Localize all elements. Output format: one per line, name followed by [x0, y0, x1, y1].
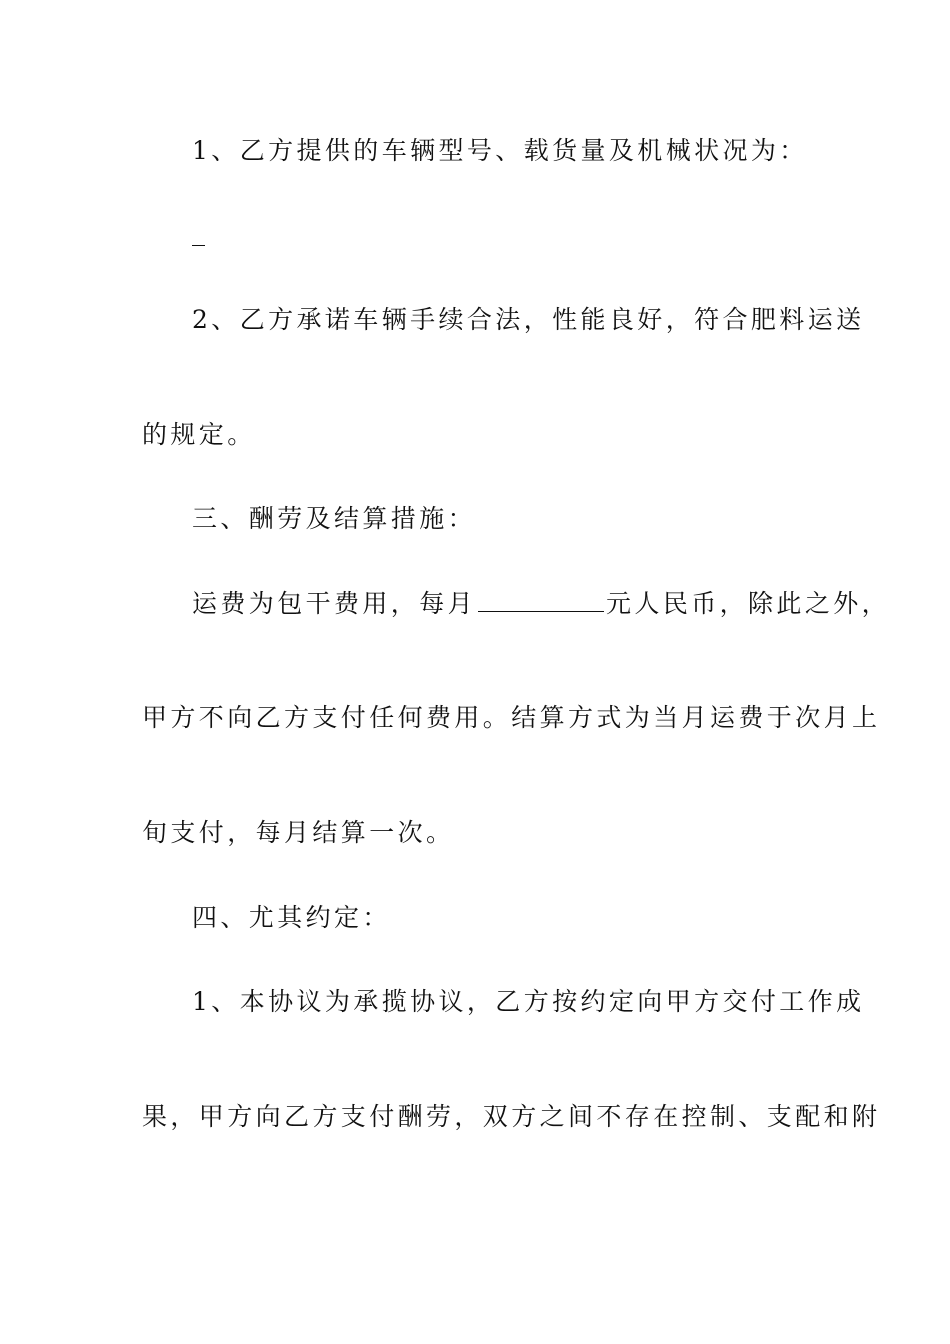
section-3-fee-line: [192, 589, 890, 619]
fee-text-before: 运费为包干费用，每月: [192, 589, 477, 618]
clause-2-2-continuation: 的规定。: [142, 420, 256, 449]
clause-4-1-continuation: 果，甲方向乙方支付酬劳，双方之间不存在控制、支配和附: [142, 1102, 881, 1131]
blank-fill-line: [192, 245, 205, 246]
section-3-payment-continuation: 旬支付，每月结算一次。: [142, 818, 455, 847]
fee-text-after: 元人民币，除此之外，: [606, 589, 891, 618]
clause-2-2-vehicle-promise: 2、乙方承诺车辆手续合法，性能良好，符合肥料运送: [192, 305, 865, 334]
clause-4-1-agreement-nature: 1、本协议为承揽协议，乙方按约定向甲方交付工作成: [192, 987, 865, 1016]
clause-2-1-vehicle-info: 1、乙方提供的车辆型号、载货量及机械状况为：: [192, 136, 808, 165]
section-4-heading: 四、尤其约定：: [192, 903, 391, 932]
section-3-payment-terms: 甲方不向乙方支付任何费用。结算方式为当月运费于次月上: [142, 703, 881, 732]
section-3-heading: 三、酬劳及结算措施：: [192, 504, 477, 533]
monthly-fee-blank: [478, 589, 604, 612]
